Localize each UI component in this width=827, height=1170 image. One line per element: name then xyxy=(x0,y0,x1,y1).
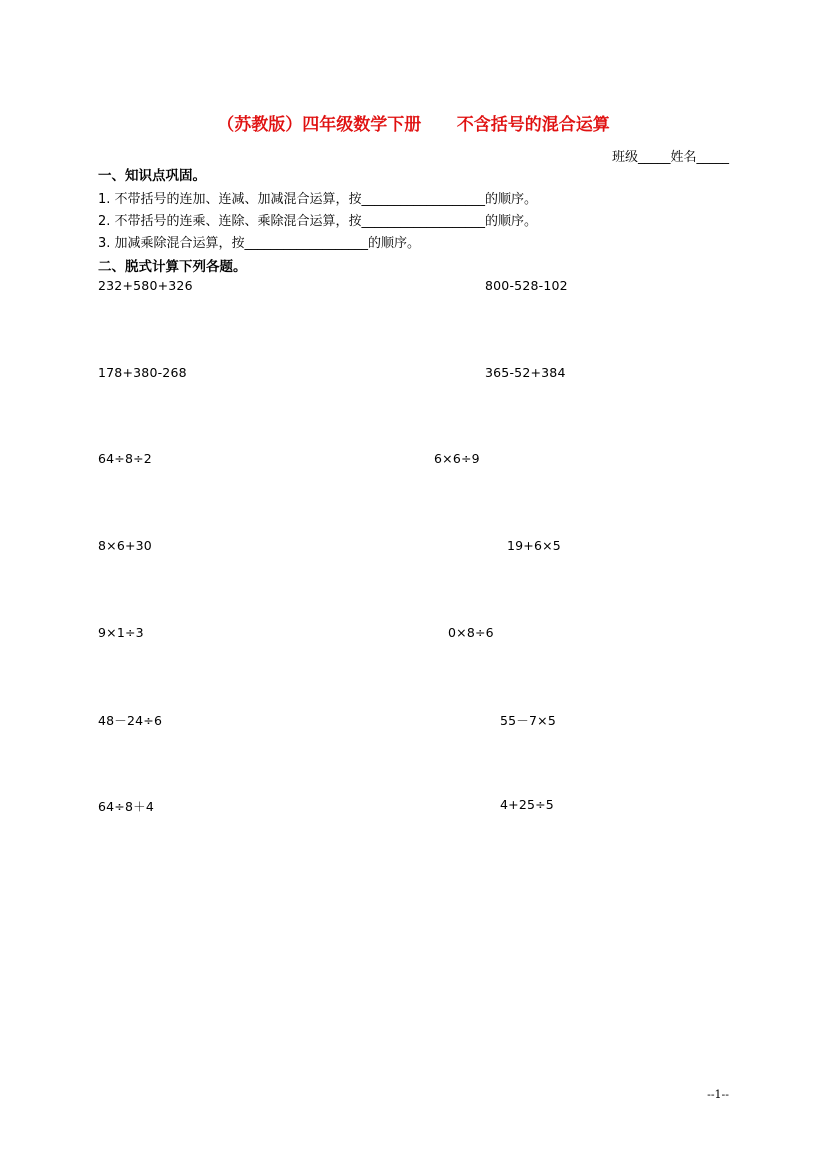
problem-right: 6×6÷9 xyxy=(434,451,480,466)
problem-right: 55－7×5 xyxy=(500,713,556,728)
section-2-heading: 二、脱式计算下列各题。 xyxy=(98,259,247,275)
problem-right: 19+6×5 xyxy=(507,538,561,553)
problem-left: 232+580+326 xyxy=(98,278,193,293)
problem-right: 800-528-102 xyxy=(485,278,568,293)
problem-left: 8×6+30 xyxy=(98,538,152,553)
problem-right: 4+25÷5 xyxy=(500,797,554,812)
fill-blank-item: 1. 不带括号的连加、连减、加减混合运算，按___________________的顺序。 xyxy=(98,192,538,207)
problem-left: 48－24÷6 xyxy=(98,713,163,728)
problem-right: 365-52+384 xyxy=(485,365,566,380)
problem-left: 64÷8÷2 xyxy=(98,451,152,466)
problem-left: 9×1÷3 xyxy=(98,625,144,640)
fill-blank-item: 2. 不带括号的连乘、连除、乘除混合运算，按___________________的顺序。 xyxy=(98,214,538,229)
class-name-line: 班级_____姓名_____ xyxy=(611,150,729,165)
problem-right: 0×8÷6 xyxy=(448,625,494,640)
page-number: --1-- xyxy=(707,1088,729,1101)
section-1-heading: 一、知识点巩固。 xyxy=(98,168,206,184)
document-title: （苏教版）四年级数学下册 不含括号的混合运算 xyxy=(217,115,610,135)
problem-left: 178+380-268 xyxy=(98,365,187,380)
fill-blank-item: 3. 加减乘除混合运算，按___________________的顺序。 xyxy=(98,236,421,251)
problem-left: 64÷8＋4 xyxy=(98,799,154,814)
